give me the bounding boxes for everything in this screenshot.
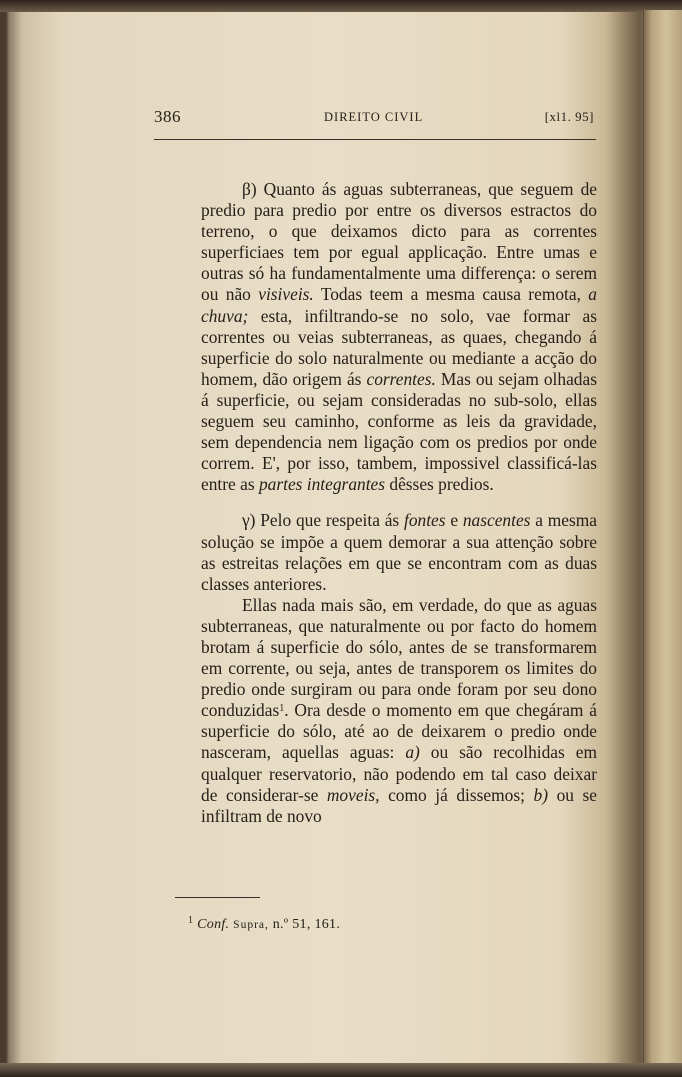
text-run: γ) Pelo que respeita ás — [242, 510, 404, 531]
footnote-mark: 1 — [188, 915, 194, 926]
page-number: 386 — [154, 107, 181, 126]
italic-run: partes integrantes — [258, 474, 386, 495]
italic-run: correntes. — [366, 368, 436, 389]
text-run: ou se infiltram de novo — [201, 784, 597, 826]
italic-run: a chuva; — [201, 284, 597, 326]
paragraph-gamma — [201, 510, 597, 594]
footnote-source: Supra, — [233, 919, 269, 931]
text-run: e — [445, 510, 463, 531]
body-text — [201, 179, 597, 827]
text-run: . Ora desde o momento em que chegáram á superficie do sólo, até ao de deixarem o predio onde nasceram, aquellas aguas: — [201, 700, 597, 763]
footnote-rule — [175, 897, 260, 898]
italic-run: visiveis. — [258, 284, 314, 305]
running-title: DIREITO CIVIL — [324, 110, 424, 124]
paragraph-beta — [201, 179, 597, 495]
text-run: β) Quanto ás aguas subterraneas, que seguem de predio para predio por entre os diversos estractos do terreno, o que deixamos dicto para as correntes superficiaes tem por egual applicação. Entre umas e outras só ha fundamentalmente uma differença: o serem ou não — [201, 179, 597, 305]
text-run: como já dissemos; — [379, 784, 534, 805]
header-rule — [154, 139, 596, 140]
footnote-cite: Conf. — [197, 917, 230, 932]
running-header — [154, 107, 594, 131]
italic-run: moveis, — [326, 784, 380, 805]
footnote-ref: n.º 51, 161. — [272, 917, 341, 932]
text-run: ou são recolhidas em qualquer reservatorio, não podendo em tal caso deixar de considerar-se — [201, 742, 597, 805]
text-run: Mas ou sejam olhadas á superficie, ou sejam consideradas no sub-solo, ellas seguem seu caminho, conforme as leis da gravidade, sem dependencia nem ligação com os predios por onde correm. E', por isso, tambem, impossivel classificá-las entre as — [201, 368, 597, 495]
italic-run: fontes — [403, 510, 446, 531]
italic-run: b) — [533, 784, 549, 805]
book-page — [12, 12, 640, 1062]
text-run: Todas teem a mesma causa remota, — [313, 284, 589, 305]
footnote-reference: 1 — [279, 703, 285, 715]
text-run: a mesma solução se impõe a quem demorar a sua attenção sobre as estreitas relações em que se encontram com as duas classes anteriores. — [201, 510, 597, 594]
italic-run: a) — [405, 742, 420, 763]
text-run: dêsses predios. — [385, 474, 494, 495]
text-run: Ellas nada mais são, em verdade, do que as aguas subterraneas, que naturalmente ou por facto do homem brotam á superficie do sólo, antes de se transformarem em corrente, ou seja, antes de transporem os limites do predio onde surgiram ou para onde foram por seu dono conduzidas — [201, 594, 597, 721]
footnote — [188, 917, 340, 933]
section-reference: [xl1. 95] — [544, 109, 594, 124]
italic-run: nascentes — [462, 510, 531, 531]
facing-page-edge — [643, 10, 682, 1065]
text-run: esta, infiltrando-se no solo, vae formar as correntes ou veias subterraneas, as quaes, chegando á superficie do solo naturalmente ou mediante a acção do homem, dão origem ás — [201, 305, 597, 389]
paragraph-ellas — [201, 595, 597, 827]
